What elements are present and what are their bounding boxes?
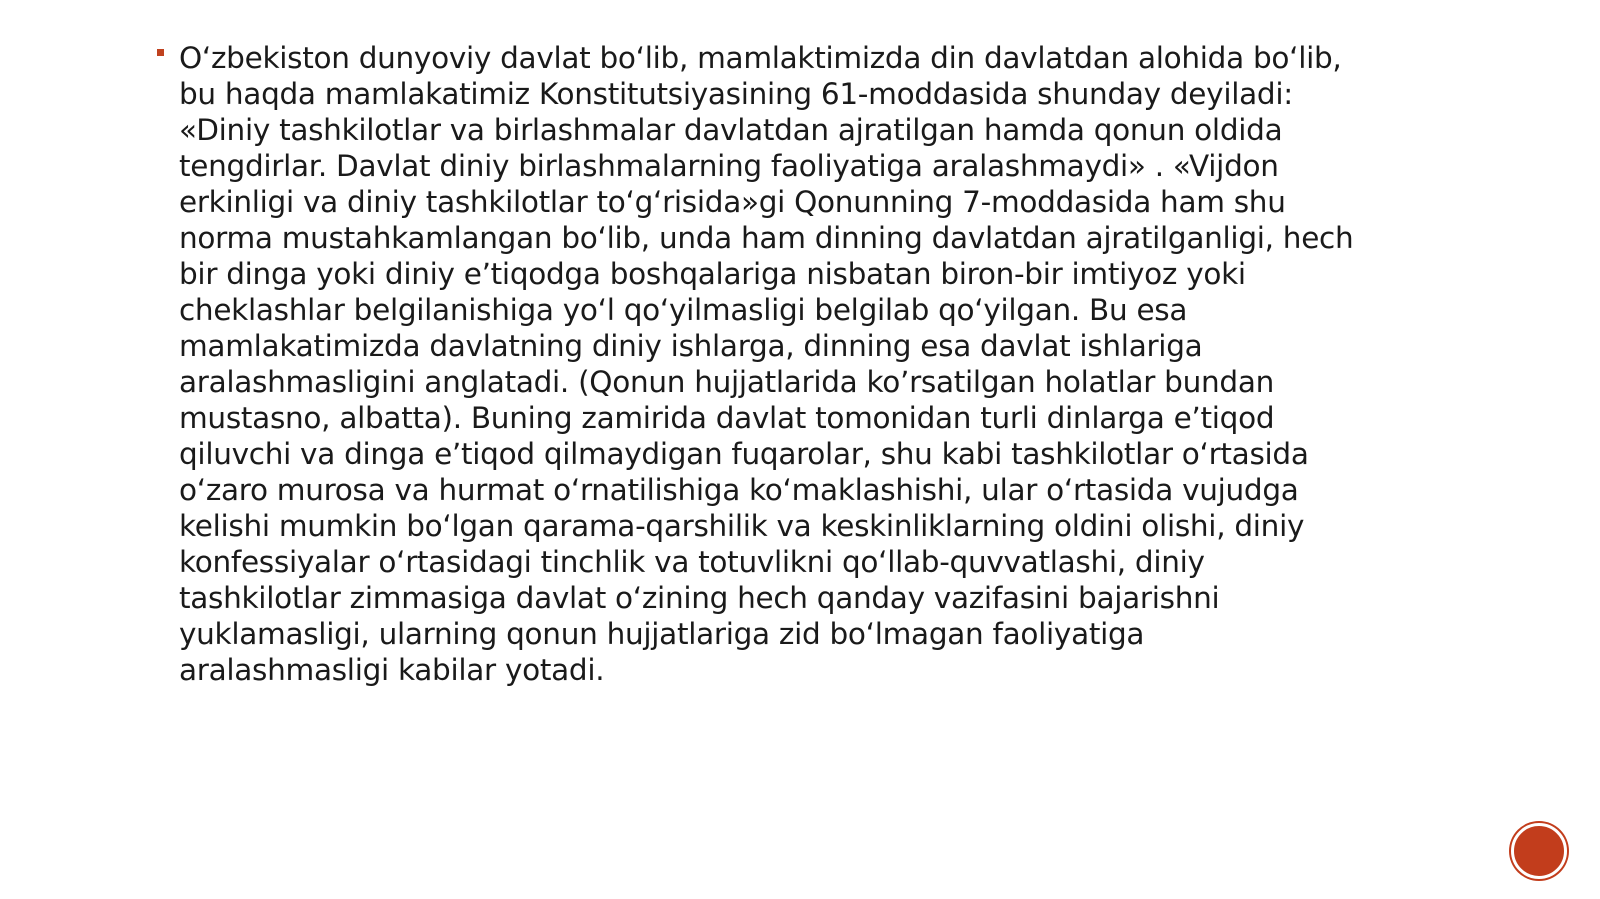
bullet-item (157, 40, 1467, 688)
nav-circle-button[interactable] (1511, 823, 1567, 879)
body-paragraph: O‘zbekiston dunyoviy davlat bo‘lib, mamlaktimizda din davlatdan alohida bo‘lib, bu haqda mamlakatimiz Konstitutsiyasining 61-moddasida shunday deyiladi: «Diniy tashkilotlar va birlashmalar davlatdan ajratilgan hamda qonun oldida tengdirlar. Davlat diniy birlashmalarning faoliyatiga aralashmaydi» . «Vijdon erkinligi va diniy tashkilotlar to‘g‘risida»gi Qonunning 7-moddasida ham shu norma mustahkamlangan bo‘lib, unda ham dinning davlatdan ajratilganligi, hech bir dinga yoki diniy e’tiqodga boshqalariga nisbatan biron-bir imtiyoz yoki cheklashlar belgilanishiga yo‘l qo‘yilmasligi belgilab qo‘yilgan. Bu esa mamlakatimizda davlatning diniy ishlarga, dinning esa davlat ishlariga aralashmasligini anglatadi. (Qonun hujjatlarida ko’rsatilgan holatlar bundan mustasno, albatta). Buning zamirida davlat tomonidan turli dinlarga e’tiqod qiluvchi va dinga e’tiqod qilmaydigan fuqarolar, shu kabi tashkilotlar o‘rtasida o‘zaro murosa va hurmat o‘rnatilishiga ko‘maklashishi, ular o‘rtasida vujudga kelishi mumkin bo‘lgan qarama-qarshilik va keskinliklarning oldini olishi, diniy konfessiyalar o‘rtasidagi tinchlik va totuvlikni qo‘llab-quvvatlashi, diniy tashkilotlar zimmasiga davlat o‘zining hech qanday vazifasini bajarishni yuklamasligi, ularning qonun hujjatlariga zid bo‘lmagan faoliyatiga aralashmasligi kabilar yotadi. (179, 41, 1354, 687)
slide-content (157, 40, 1467, 688)
square-bullet-icon (157, 49, 164, 56)
